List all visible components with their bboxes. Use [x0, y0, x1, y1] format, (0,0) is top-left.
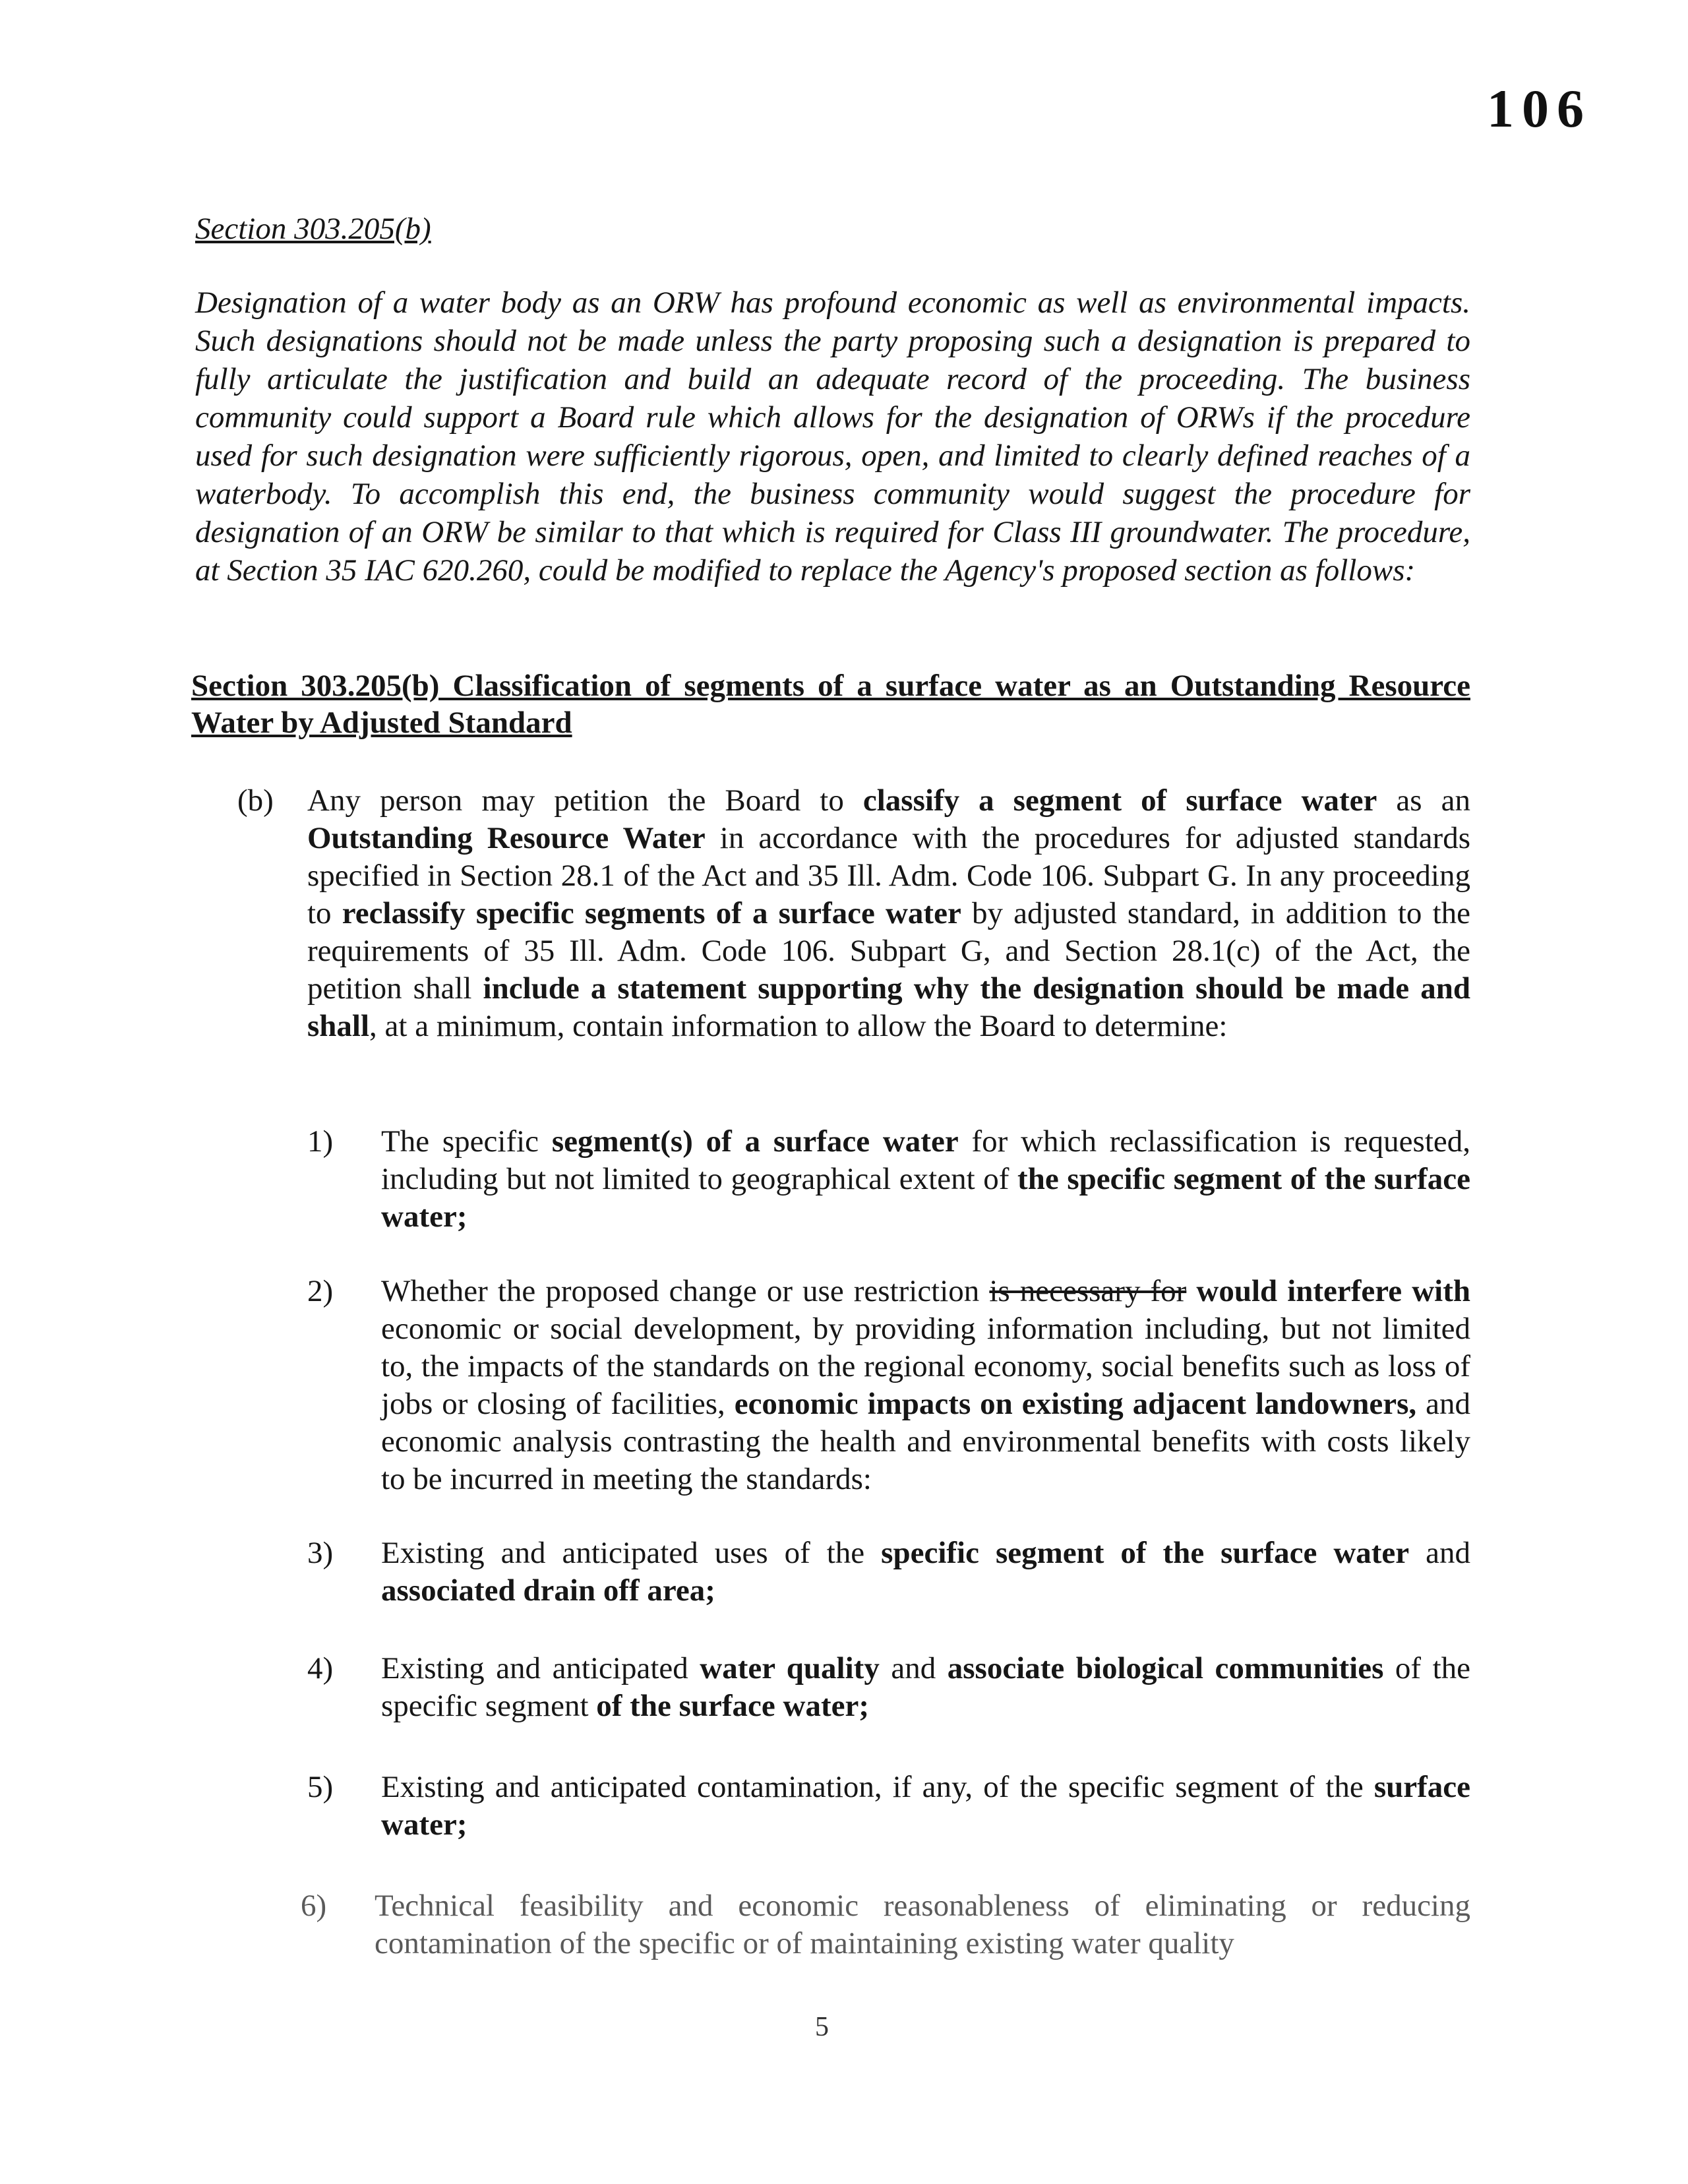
list-item-text — [381, 1534, 1470, 1610]
list-item-text-part: for which reclassification is requested, including but not limited to geographical extent of — [381, 1124, 1470, 1196]
list-item-text — [381, 1273, 1470, 1498]
list-item-text-part: The specific — [381, 1124, 552, 1159]
list-item-6-deleted — [301, 1887, 1470, 1966]
list-item-bold-part: associated drain off area; — [381, 1573, 715, 1608]
list-item-bold-part: water quality — [700, 1651, 880, 1685]
subsection-b-text — [307, 782, 1470, 1045]
list-item-text — [381, 1650, 1470, 1725]
list-item-label: 6) — [301, 1889, 327, 1923]
list-item-label: 2) — [307, 1274, 334, 1308]
subsection-b-text-part: as an — [1377, 783, 1470, 818]
list-item-bold-part: segment(s) of a surface water — [551, 1124, 959, 1159]
subsection-b — [237, 782, 1470, 1085]
deleted-text: is necessary for — [989, 1274, 1187, 1308]
list-item-label: 3) — [307, 1536, 334, 1570]
list-item-label: 5) — [307, 1770, 334, 1804]
section-label: Section 303.205(b) — [195, 212, 431, 246]
list-item-text-part: and — [879, 1651, 948, 1685]
subsection-b-text-part: , at a minimum, contain information to allow the Board to determine: — [369, 1009, 1228, 1043]
list-item-5 — [307, 1769, 1470, 1848]
list-item-text-part: economic or social development, by providing information including, but not limited to, the impacts of the standards on the regional economy, social benefits such as loss of jobs or closing of facilities, — [381, 1312, 1470, 1421]
list-item-bold-part: of the surface water; — [596, 1689, 869, 1723]
list-item-text — [381, 1123, 1470, 1236]
intro-paragraph: Designation of a water body as an ORW has profound economic as well as environmental impacts. Such designations should not be made unless the party proposing such a designation is prepared to fully articulate the justification and build an adequate record of the proceeding. The business community could support a Board rule which allows for the designation of ORWs if the procedure used for such designation were sufficiently rigorous, open, and limited to clearly defined reaches of a waterbody. To accomplish this end, the business community would suggest the procedure for designation of an ORW be similar to that which is required for Class III groundwater. The procedure, at Section 35 IAC 620.260, could be modified to replace the Agency's proposed section as follows: — [195, 286, 1470, 588]
subsection-b-text-part: in accordance with the procedures for adjusted standards specified in Section 28.1 of the Act and 35 Ill. Adm. Code 106. Subpart G. In any proceeding to — [307, 821, 1470, 930]
list-item-text: Technical feasibility and economic reasonableness of eliminating or reducing contamination of the specific or of maintaining existing water quality — [375, 1889, 1470, 1960]
list-item-text-part: Existing and anticipated — [381, 1651, 700, 1685]
list-item-text-part: Whether the proposed change or use restriction — [381, 1274, 990, 1308]
subsection-b-bold-part: Outstanding Resource Water — [307, 821, 706, 855]
list-item-bold-part: economic impacts on existing adjacent landowners, — [734, 1387, 1417, 1421]
list-item-bold-part: surface water; — [381, 1770, 1470, 1842]
footer-page-number: 5 — [815, 2012, 829, 2042]
list-item-3 — [307, 1534, 1470, 1614]
list-item-label: 1) — [307, 1124, 334, 1159]
list-item-text — [381, 1769, 1470, 1844]
list-item-text-part: and — [1409, 1536, 1470, 1570]
list-item-bold-part: associate biological communities — [947, 1651, 1384, 1685]
subsection-b-bold-part: include a statement supporting why the designation should be made and shall — [307, 971, 1470, 1043]
list-item-bold-part: would interfere with — [1196, 1274, 1471, 1308]
section-heading: Section 303.205(b) Classification of segments of a surface water as an Outstanding Resource Water by Adjusted Standard — [191, 669, 1470, 740]
subsection-b-label: (b) — [237, 783, 274, 818]
list-item-text-part: Existing and anticipated uses of the — [381, 1536, 882, 1570]
subsection-b-bold-part: reclassify specific segments of a surface water — [342, 896, 961, 930]
list-item-4 — [307, 1650, 1470, 1729]
list-item-text-part: Existing and anticipated contamination, if any, of the specific segment of the — [381, 1770, 1374, 1804]
subsection-b-text-part: Any person may petition the Board to — [307, 783, 863, 818]
list-item-label: 4) — [307, 1651, 334, 1685]
subsection-b-bold-part: classify a segment of surface water — [862, 783, 1377, 818]
list-item-bold-part: the specific segment of the surface water; — [381, 1162, 1471, 1234]
subsection-b-text-part: by adjusted standard, in addition to the requirements of 35 Ill. Adm. Code 106. Subpart G, and Section 28.1(c) of the Act, the petition shall — [307, 896, 1470, 1006]
page-number: 106 — [1487, 78, 1592, 138]
list-item-2 — [307, 1273, 1470, 1503]
list-item-text-part: of the specific segment — [381, 1651, 1471, 1723]
list-item-bold-part: specific segment of the surface water — [881, 1536, 1410, 1570]
list-item-1 — [307, 1123, 1470, 1242]
list-item-text-part — [1186, 1274, 1196, 1308]
list-item-text-part: and economic analysis contrasting the health and environmental benefits with costs likely to be incurred in meeting the standards: — [381, 1387, 1470, 1496]
